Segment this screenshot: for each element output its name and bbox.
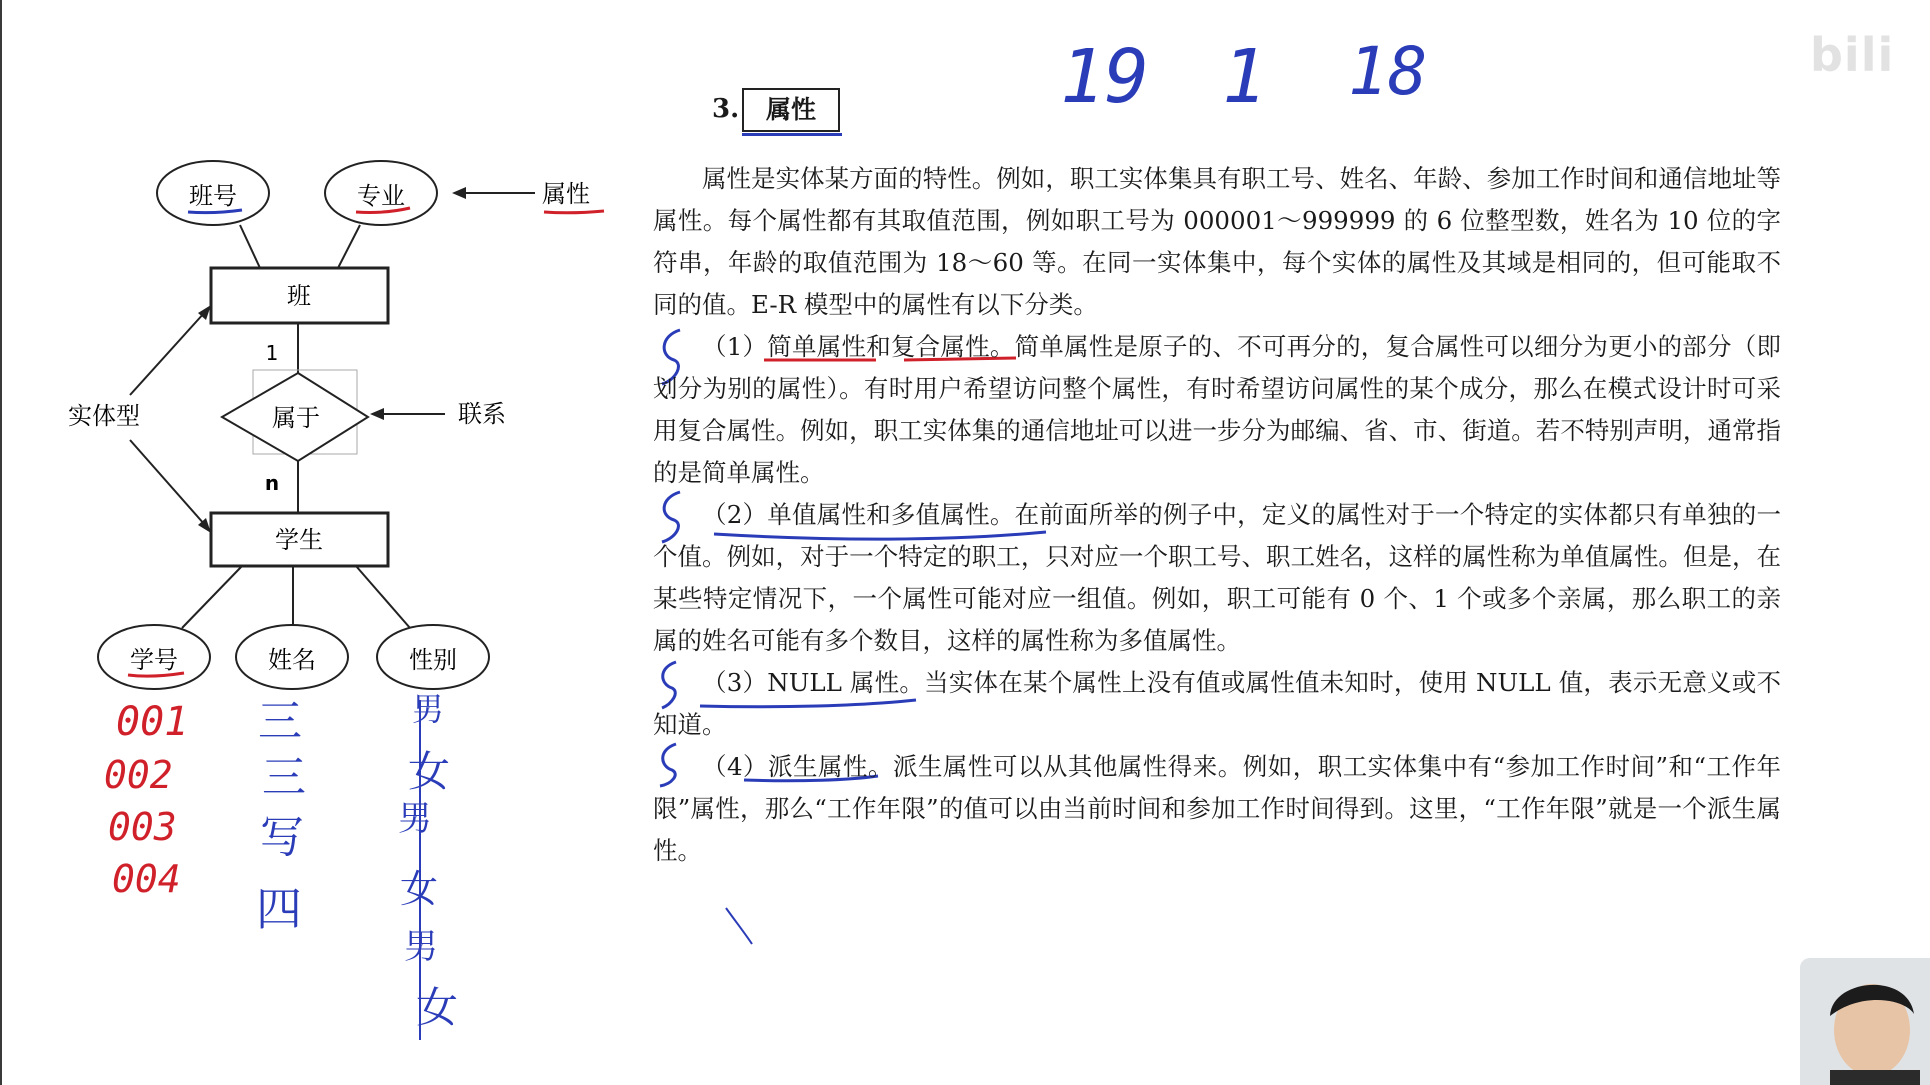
attr-student-no: 学号: [130, 646, 178, 674]
hand-gender-4: 女: [400, 867, 439, 911]
label-entity-type: 实体型: [68, 402, 140, 430]
hand-gender-2: 女: [408, 747, 451, 796]
cardinality-bottom: n: [264, 471, 280, 495]
hand-number-1: 19: [1060, 34, 1150, 120]
line-student-sno: [182, 566, 242, 628]
hand-stray-mark: [726, 908, 752, 944]
section-number: 3.: [712, 94, 740, 124]
arrow-entity-class: [130, 312, 205, 395]
line-classno-class: [240, 225, 260, 268]
presenter-avatar-icon: [1800, 958, 1930, 1085]
hand-student-id-1: 001: [116, 699, 189, 745]
attr-gender: 性别: [409, 646, 457, 674]
attr-class-no: 班号: [189, 182, 237, 210]
label-attribute: 属性: [542, 180, 590, 208]
hand-name-2: 三: [262, 752, 306, 803]
hand-number-2: 1: [1222, 34, 1267, 120]
hand-gender-6: 女: [416, 983, 459, 1032]
hand-name-3: 写: [260, 812, 304, 863]
presenter-webcam: [1800, 958, 1930, 1085]
hand-number-3: 18: [1348, 33, 1428, 110]
er-diagram: [0, 0, 640, 1085]
attr-major: 专业: [357, 182, 405, 210]
line-student-gender: [356, 566, 410, 628]
hand-gender-5: 男: [404, 927, 438, 967]
paragraph-intro: 属性是实体某方面的特性。例如，职工实体集具有职工号、姓名、年龄、参加工作时间和通信地址等属性。每个属性都有其取值范围，例如职工号为 000001～999999 的 6 位整型数，姓名为 10 位的字符串，年龄的取值范围为 18～60 等。在同一实体集中，每个实体的属性及其域是相同的，但可能取不同的值。E-R 模型中的属性有以下分类。: [653, 164, 1781, 319]
label-relationship: 联系: [458, 400, 506, 428]
hand-gender-1: 男: [412, 690, 445, 728]
paragraph-single-multi: （2）单值属性和多值属性。在前面所举的例子中，定义的属性对于一个特定的实体都只有单独的一个值。例如，对于一个特定的职工，只对应一个职工号、职工姓名，这样的属性称为单值属性。但是，在某些特定情况下，一个属性可能对应一组值。例如，职工可能有 0 个、1 个或多个亲属，那么职工的亲属的姓名可能有多个数目，这样的属性称为多值属性。: [653, 500, 1781, 655]
section-title: 属性: [742, 88, 840, 132]
cardinality-top: 1: [265, 341, 279, 365]
bilibili-watermark: bili: [1810, 28, 1895, 82]
paragraph-simple-composite: （1）简单属性和复合属性。简单属性是原子的、不可再分的，复合属性可以细分为更小的部分（即划分为别的属性）。有时用户希望访问整个属性，有时希望访问属性的某个成分，那么在模式设计时可采用复合属性。例如，职工实体集的通信地址可以进一步分为邮编、省、市、街道。若不特别声明，通常指的是简单属性。: [653, 332, 1781, 487]
paragraph-null: （3）NULL 属性。当实体在某个属性上没有值或属性值未知时，使用 NULL 值，表示无意义或不知道。: [653, 668, 1781, 739]
relationship-label: 属于: [272, 404, 320, 432]
hand-name-4: 四: [256, 882, 302, 936]
hand-student-id-4: 004: [112, 857, 181, 901]
body-text: [653, 158, 1781, 872]
arrowhead-attribute: [452, 187, 466, 199]
section-title-underline: [742, 133, 842, 136]
line-major-class: [338, 225, 360, 268]
paragraph-derived: （4）派生属性。派生属性可以从其他属性得来。例如，职工实体集中有“参加工作时间”和“工作年限”属性，那么“工作年限”的值可以由当前时间和参加工作时间得到。这里，“工作年限”就是一个派生属性。: [653, 752, 1781, 865]
hand-student-id-3: 003: [108, 805, 177, 849]
entity-class: 班: [287, 282, 311, 310]
hand-name-1: 三: [258, 696, 302, 747]
attr-name: 姓名: [268, 646, 316, 674]
entity-student: 学生: [275, 526, 323, 554]
arrow-entity-student: [130, 440, 205, 525]
arrowhead-relationship: [370, 408, 384, 420]
hand-student-id-2: 002: [104, 753, 173, 797]
underline-attribute: [544, 211, 604, 213]
hand-gender-3: 男: [398, 799, 432, 839]
